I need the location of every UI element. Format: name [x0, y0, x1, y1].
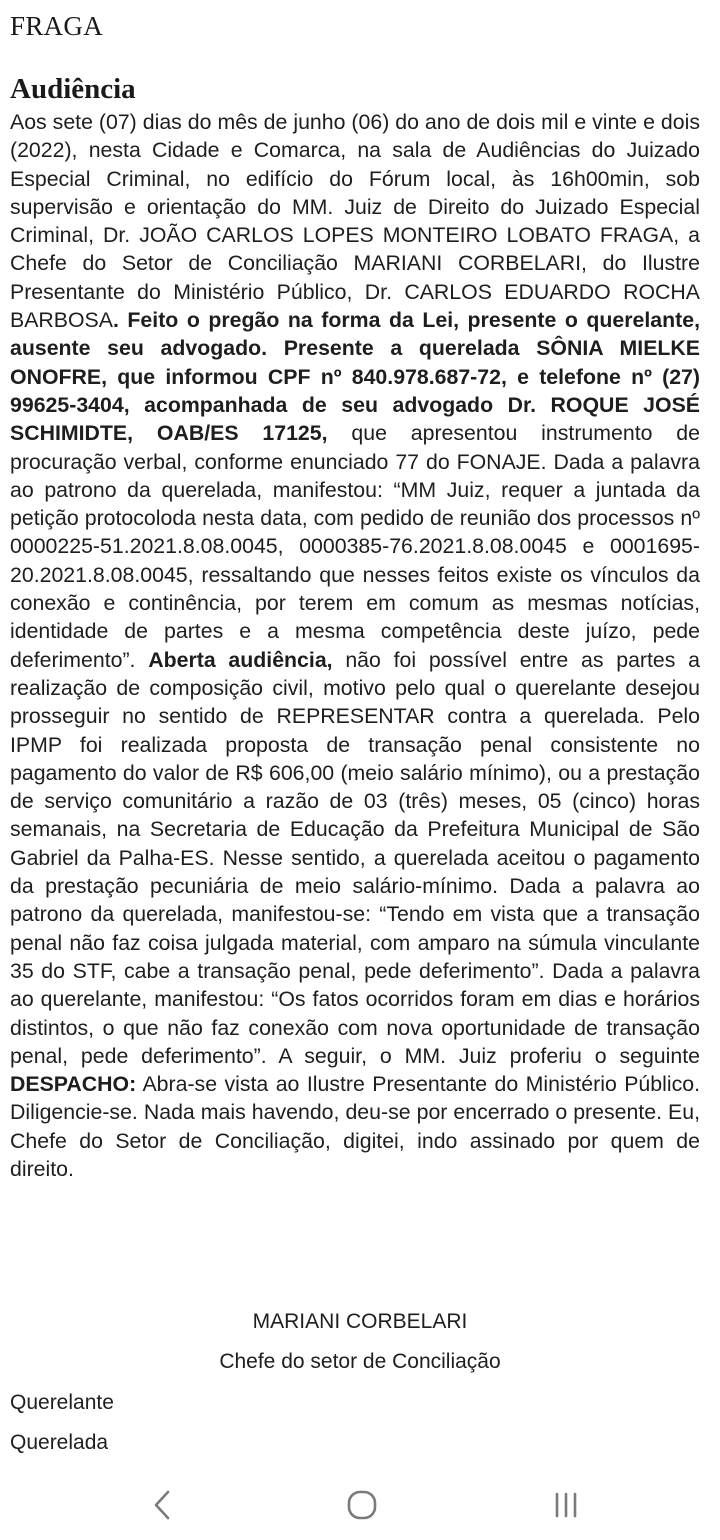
signature-name: MARIANI CORBELARI [252, 1310, 468, 1333]
paragraph-run: Abra-se vista ao Ilustre Presentante do Ministério Público. Diligencie-se. Nada mais havendo, deu-se por encerrado o presente. Eu, Chefe do Setor de Conciliação, digitei, indo assinado por quem de direito. [10, 1072, 700, 1181]
hearing-record-paragraph [10, 108, 700, 1183]
chevron-left-icon [150, 1488, 174, 1522]
paragraph-run: Aos sete (07) dias do mês de junho (06) do ano de dois mil e vinte e dois (2022), nesta Cidade e Comarca, na sala de Audiências do Juizado Especial Criminal, no edifício do Fórum local, às 16h00min, sob supervisão e orientação do MM. Juiz de Direito do Juizado Especial Criminal, Dr. JOÃO CARLOS LOPES MONTEIRO LOBATO FRAGA, a Chefe do Setor de Conciliação MARIANI CORBELARI, do Ilustre Presentante do Ministério Público, Dr. CARLOS EDUARDO ROCHA BARBOSA [10, 110, 700, 333]
recent-apps-button[interactable] [536, 1480, 596, 1530]
previous-section-name: FRAGA [10, 11, 104, 41]
system-navigation-bar [0, 1470, 720, 1540]
section-heading: Audiência [10, 73, 136, 105]
party-querelada-label: Querelada [10, 1431, 109, 1454]
recent-apps-icon [551, 1490, 581, 1520]
paragraph-bold-run: . Feito o pregão na forma da Lei, presente o querelante, ausente seu advogado. Presente a querelada SÔNIA MIELKE ONOFRE, que informou CPF nº 840.978.687-72, e telefone nº (27) 99625-3404, acompanhada de seu advogado Dr. ROQUE JOSÉ SCHIMIDTE, OAB/ES 17125, [10, 308, 700, 446]
party-querelante-label: Querelante [10, 1391, 114, 1414]
paragraph-run: que apresentou instrumento de procuração verbal, conforme enunciado 77 do FONAJE. Dada a palavra ao patrono da querelada, manifestou: “MM Juiz, requer a juntada da petição protocoloda nesta data, com pedido de reunião dos processos nº 0000225-51.2021.8.08.0045, 0000385-76.2021.8.08.0045 e 0001695-20.2021.8.08.0045, ressaltando que nesses feitos existe os vínculos da conexão e continência, por terem em comum as mesmas notícias, identidade de partes e a mesma competência deste juízo, pede deferimento”. [10, 421, 700, 672]
home-button[interactable] [332, 1480, 392, 1530]
home-circle-icon [345, 1488, 379, 1522]
paragraph-run: não foi possível entre as partes a realização de composição civil, motivo pelo qual o querelante desejou prosseguir no sentido de REPRESENTAR contra a querelada. Pelo IPMP foi realizada proposta de transação penal consistente no pagamento do valor de R$ 606,00 (meio salário mínimo), ou a prestação de serviço comunitário a razão de 03 (três) meses, 05 (cinco) horas semanais, na Secretaria de Educação da Prefeitura Municipal de São Gabriel da Palha-ES. Nesse sentido, a querelada aceitou o pagamento da prestação pecuniária de meio salário-mínimo. Dada a palavra ao patrono da querelada, manifestou-se: “Tendo em vista que a transação penal não faz coisa julgada material, com amparo na súmula vinculante 35 do STF, cabe a transação penal, pede deferimento”. Dada a palavra ao querelante, manifestou: “Os fatos ocorridos foram em dias e horários distintos, o que não faz conexão com nova oportunidade de transação penal, pede deferimento”. A seguir, o MM. Juiz proferiu o seguinte [10, 647, 701, 1068]
back-button[interactable] [132, 1480, 192, 1530]
signature-role: Chefe do setor de Conciliação [219, 1350, 501, 1373]
paragraph-bold-run: Aberta audiência, [148, 647, 333, 672]
paragraph-bold-run: DESPACHO: [10, 1072, 137, 1097]
